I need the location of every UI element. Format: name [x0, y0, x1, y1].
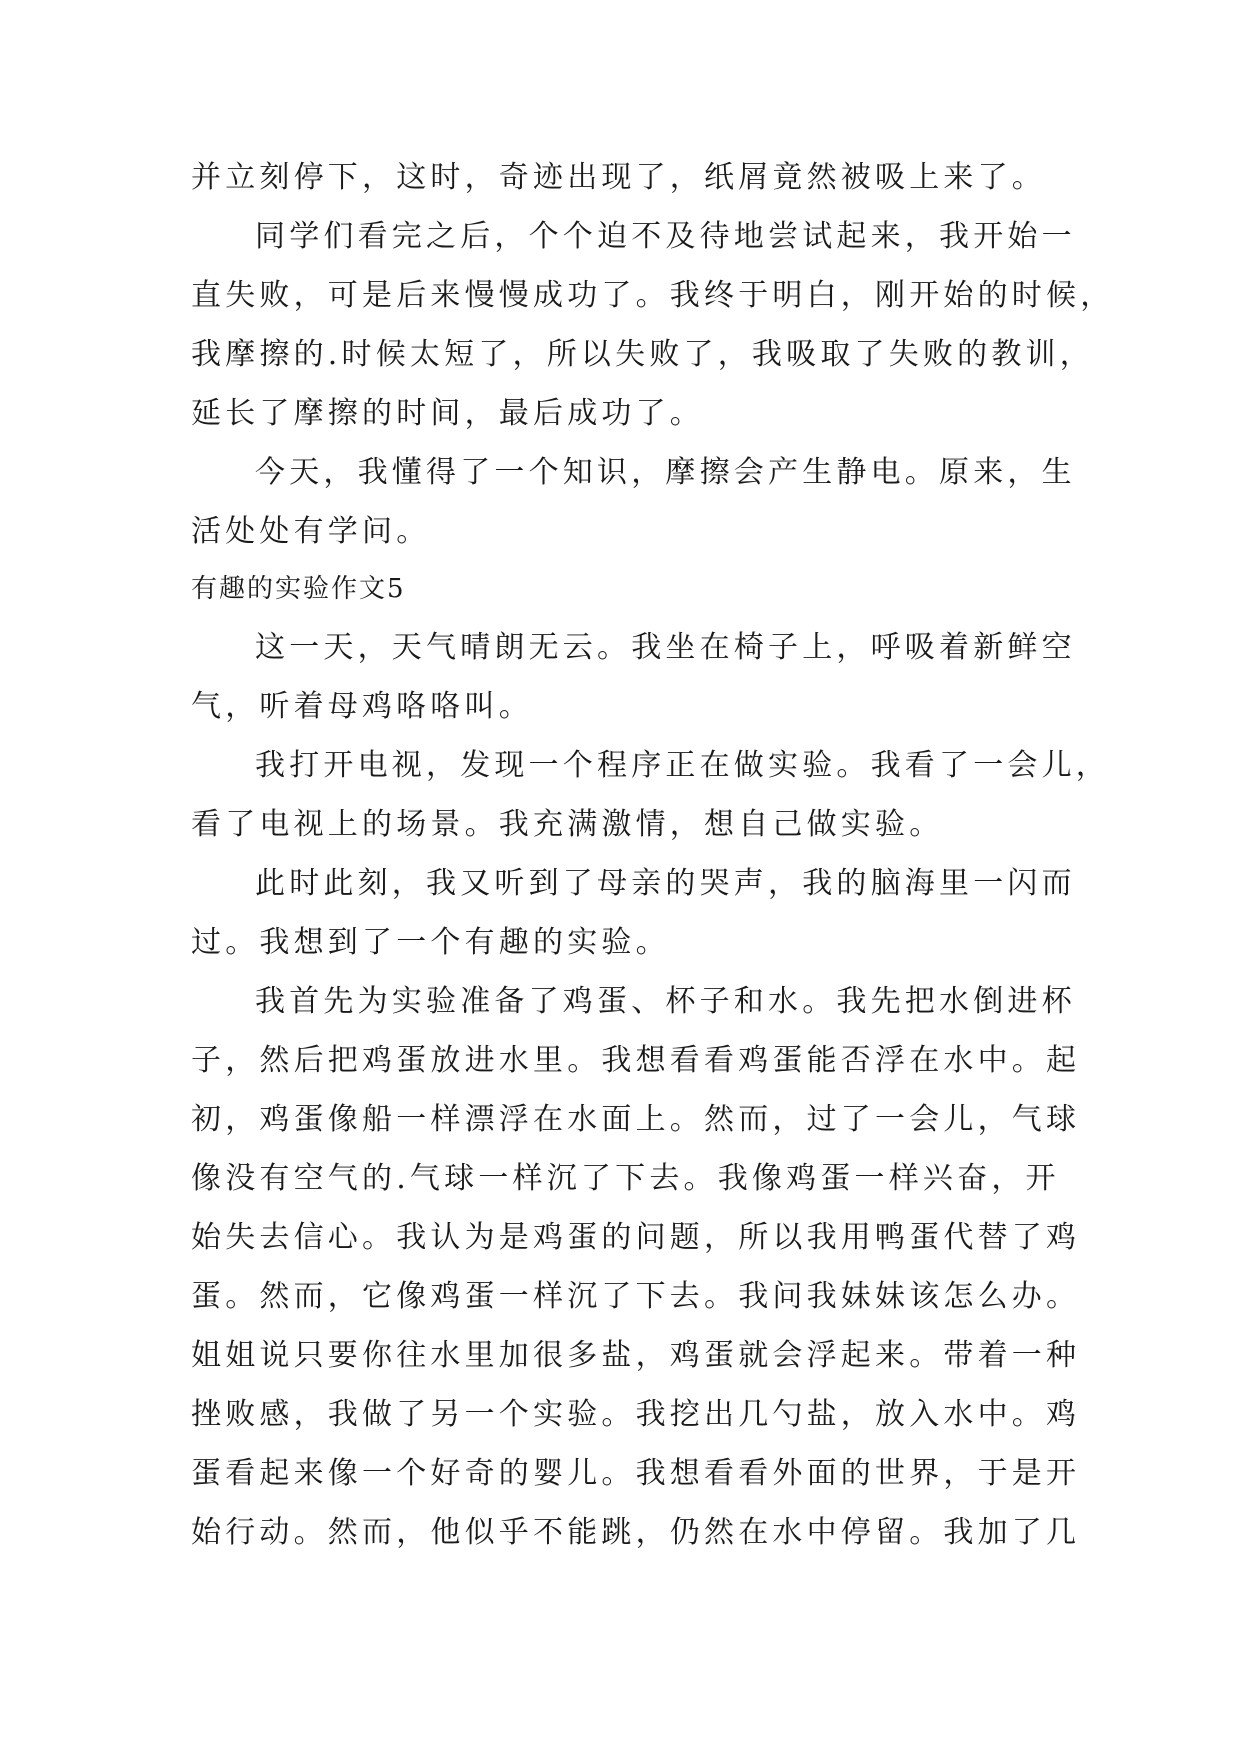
text-line: 像没有空气的.气球一样沉了下去。我像鸡蛋一样兴奋，开: [191, 1161, 1060, 1196]
text-line: 始行动。然而，他似乎不能跳，仍然在水中停留。我加了几: [191, 1515, 1081, 1550]
text-line: 气，听着母鸡咯咯叫。: [191, 689, 533, 724]
paragraph-start-line: 同学们看完之后，个个迫不及待地尝试起来，我开始一: [255, 219, 1076, 254]
text-line: 初，鸡蛋像船一样漂浮在水面上。然而，过了一会儿，气球: [191, 1102, 1081, 1137]
text-line: 活处处有学问。: [191, 514, 431, 549]
paragraph-start-line: 今天，我懂得了一个知识，摩擦会产生静电。原来，生: [255, 455, 1076, 490]
paragraph-start-line: 此时此刻，我又听到了母亲的哭声，我的脑海里一闪而: [255, 866, 1076, 901]
text-line: 延长了摩擦的时间，最后成功了。: [191, 396, 704, 431]
text-line: 我摩擦的.时候太短了，所以失败了，我吸取了失败的教训，: [191, 337, 1094, 372]
text-line: 并立刻停下，这时，奇迹出现了，纸屑竟然被吸上来了。: [191, 160, 1046, 195]
text-line: 直失败，可是后来慢慢成功了。我终于明白，刚开始的时候，: [191, 278, 1115, 313]
text-line: 子，然后把鸡蛋放进水里。我想看看鸡蛋能否浮在水中。起: [191, 1043, 1081, 1078]
section-heading: 有趣的实验作文5: [191, 574, 406, 604]
text-line: 蛋看起来像一个好奇的婴儿。我想看看外面的世界，于是开: [191, 1456, 1081, 1491]
paragraph-start-line: 这一天，天气晴朗无云。我坐在椅子上，呼吸着新鲜空: [255, 630, 1076, 665]
text-line: 始失去信心。我认为是鸡蛋的问题，所以我用鸭蛋代替了鸡: [191, 1220, 1081, 1255]
text-line: 蛋。然而，它像鸡蛋一样沉了下去。我问我妹妹该怎么办。: [191, 1279, 1081, 1314]
text-line: 看了电视上的场景。我充满激情，想自己做实验。: [191, 807, 944, 842]
text-line: 姐姐说只要你往水里加很多盐，鸡蛋就会浮起来。带着一种: [191, 1338, 1081, 1373]
paragraph-start-line: 我首先为实验准备了鸡蛋、杯子和水。我先把水倒进杯: [255, 984, 1076, 1019]
text-line: 挫败感，我做了另一个实验。我挖出几勺盐，放入水中。鸡: [191, 1397, 1081, 1432]
text-line: 过。我想到了一个有趣的实验。: [191, 925, 670, 960]
paragraph-start-line: 我打开电视，发现一个程序正在做实验。我看了一会儿，: [255, 748, 1110, 783]
